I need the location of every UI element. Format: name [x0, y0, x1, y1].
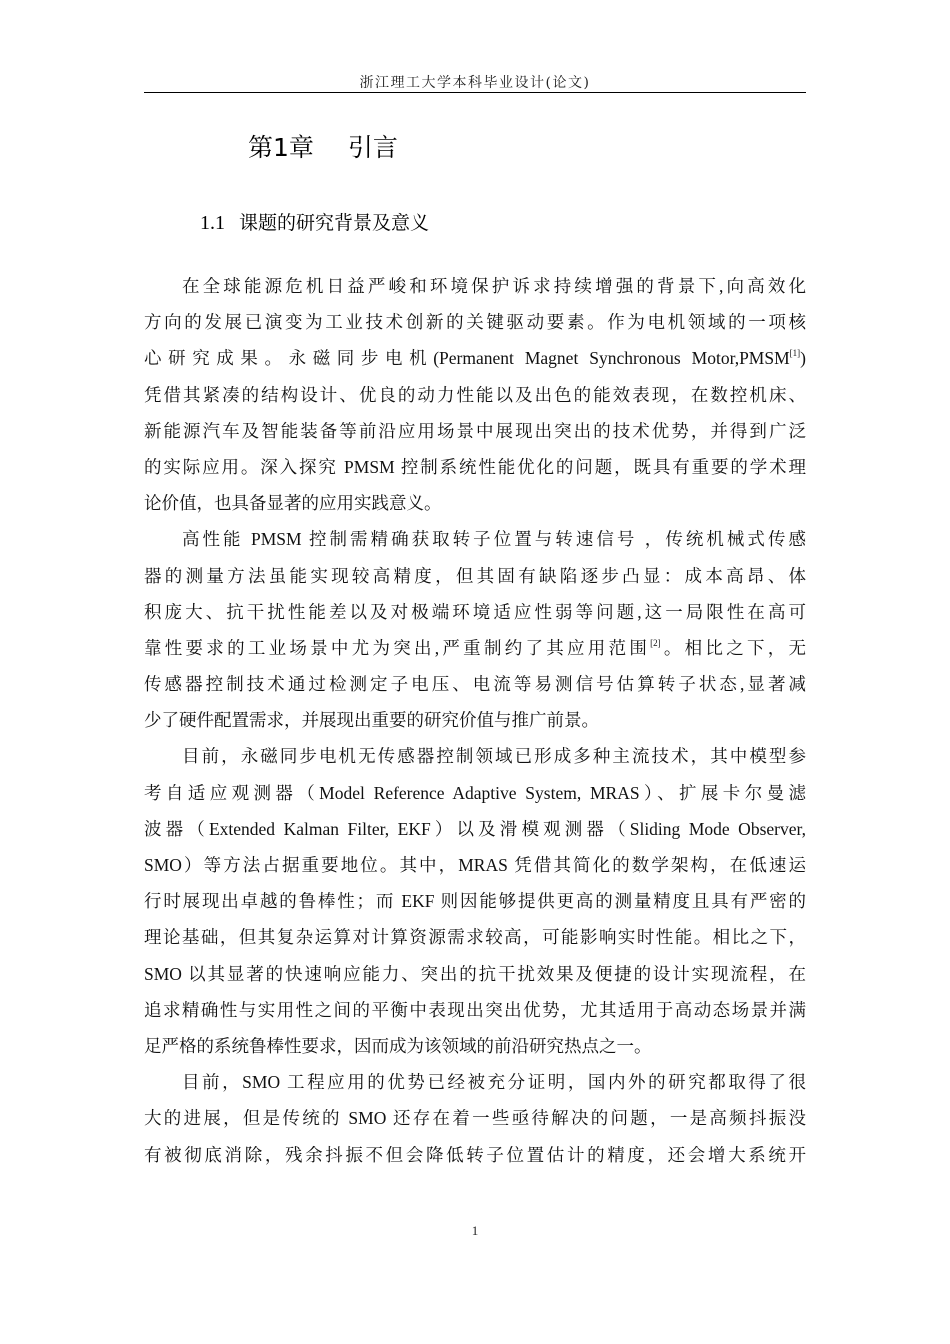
running-header: 浙江理工大学本科毕业设计(论文) [359, 75, 591, 91]
text-line: 传感器控制技术通过检测定子电压、电流等易测信号估算转子状态,显著减 [144, 674, 806, 695]
text-line: 积庞大、抗干扰性能差以及对极端环境适应性弱等问题,这一局限性在高可 [144, 601, 806, 622]
text-line: 目前，SMO 工程应用的优势已经被充分证明，国内外的研究都取得了很 [182, 1072, 806, 1093]
text-line: 在全球能源危机日益严峻和环境保护诉求持续增强的背景下,向高效化 [182, 276, 806, 296]
text-line: 新能源汽车及智能装备等前沿应用场景中展现出突出的技术优势，并得到广泛 [144, 420, 806, 441]
text-line: 大的进展，但是传统的 SMO 还存在着一些亟待解决的问题，一是高频抖振没 [144, 1108, 806, 1129]
text-line: 心研究成果。永磁同步电机(Permanent Magnet Synchronous Motor,PMSM[1]) [144, 348, 806, 369]
chapter-number: 第1章 [248, 133, 314, 162]
text-line: 方向的发展已演变为工业技术创新的关键驱动要素。作为电机领域的一项核 [144, 312, 806, 333]
text-line: 目前，永磁同步电机无传感器控制领域已形成多种主流技术，其中模型参 [182, 746, 806, 767]
text-line: 少了硬件配置需求，并展现出重要的研究价值与推广前景。 [144, 710, 599, 731]
header-rule [144, 92, 806, 93]
text-line: 靠性要求的工业场景中尤为突出,严重制约了其应用范围[2]。相比之下，无 [144, 637, 807, 658]
page-number: 1 [471, 1223, 479, 1238]
text-line: 考自适应观测器（Model Reference Adaptive System, MRAS）、扩展卡尔曼滤 [144, 782, 806, 803]
chapter-heading [248, 128, 398, 164]
chapter-title: 引言 [347, 133, 398, 162]
text-line: 波器（Extended Kalman Filter, EKF）以及滑模观测器（Sliding Mode Observer, [144, 818, 806, 839]
text-line: 理论基础，但其复杂运算对计算资源需求较高，可能影响实时性能。相比之下， [144, 927, 806, 948]
text-line: 器的测量方法虽能实现较高精度，但其固有缺陷逐步凸显：成本高昂、体 [144, 565, 806, 586]
text-line: 的实际应用。深入探究 PMSM 控制系统性能优化的问题，既具有重要的学术理 [144, 456, 806, 477]
section-heading [200, 208, 429, 235]
citation-ref: [2] [650, 637, 661, 648]
text-line: SMO 以其显著的快速响应能力、突出的抗干扰效果及便捷的设计实现流程，在 [144, 963, 806, 984]
text-line: 有被彻底消除，残余抖振不但会降低转子位置估计的精度，还会增大系统开 [144, 1144, 806, 1165]
section-title: 课题的研究背景及意义 [239, 212, 430, 234]
text-line: SMO）等方法占据重要地位。其中，MRAS 凭借其简化的数学架构，在低速运 [144, 855, 806, 875]
text-line: 足严格的系统鲁棒性要求，因而成为该领域的前沿研究热点之一。 [144, 1035, 652, 1056]
text-line: 凭借其紧凑的结构设计、优良的动力性能以及出色的能效表现，在数控机床、 [144, 384, 806, 405]
text-line: 论价值，也具备显著的应用实践意义。 [144, 493, 442, 514]
section-number: 1.1 [200, 212, 225, 234]
text-line: 高性能 PMSM 控制需精确获取转子位置与转速信号 ，传统机械式传感 [182, 529, 806, 550]
text-line: 追求精确性与实用性之间的平衡中表现出突出优势，尤其适用于高动态场景并满 [144, 999, 806, 1020]
citation-ref: [1] [789, 348, 801, 359]
body-text [144, 268, 806, 1173]
text-line: 行时展现出卓越的鲁棒性；而 EKF 则因能够提供更高的测量精度且具有严密的 [144, 891, 806, 912]
